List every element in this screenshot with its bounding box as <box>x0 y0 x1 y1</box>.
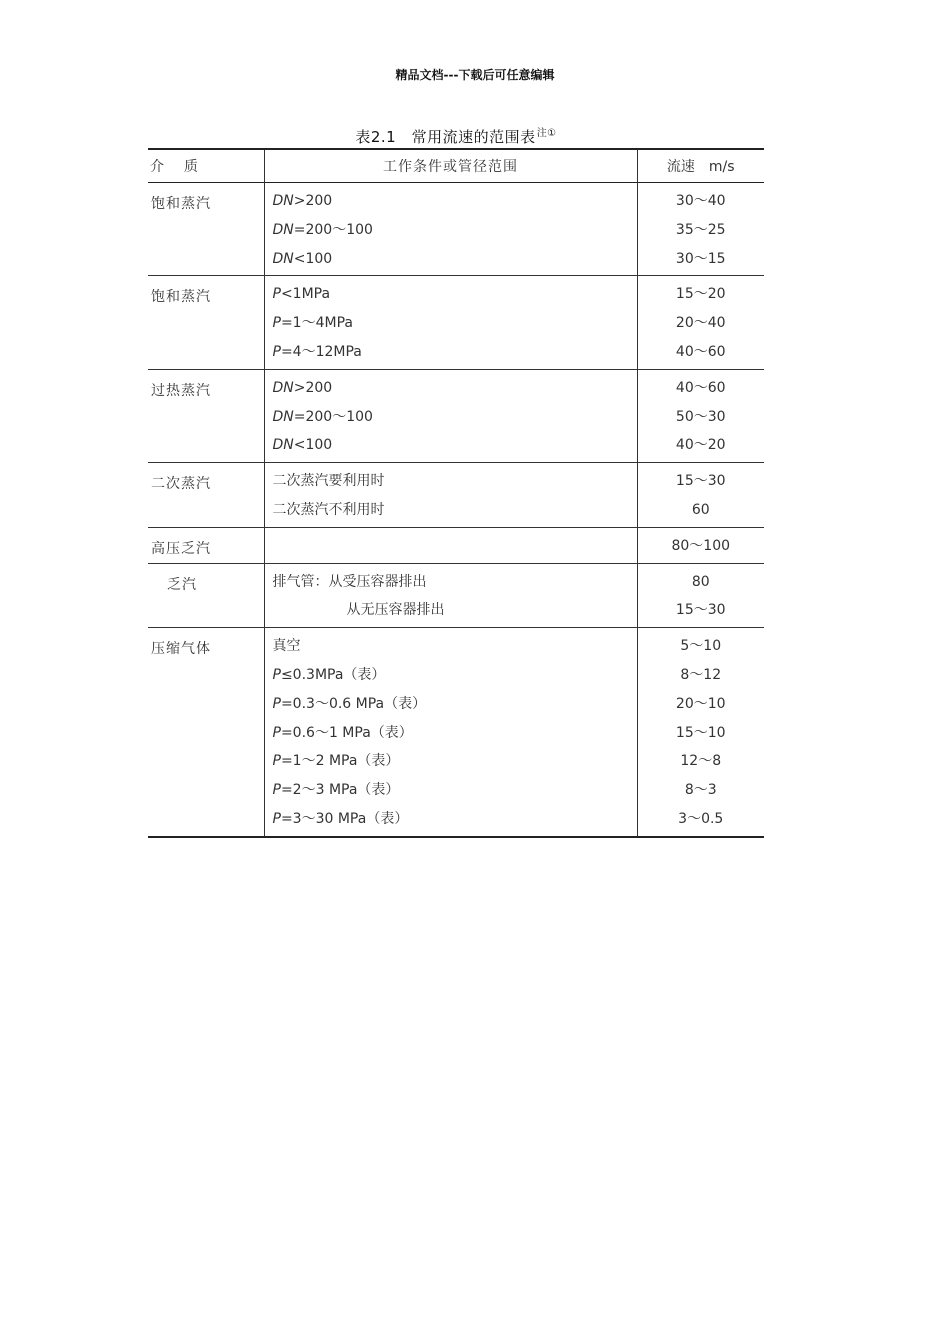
variable-symbol: P <box>272 810 281 827</box>
condition-line: 二次蒸汽不利用时 <box>272 501 385 518</box>
variable-symbol: P <box>272 695 281 712</box>
velocity-cell <box>637 463 764 528</box>
table-row <box>148 276 764 369</box>
condition-line: DN=200～100 <box>272 408 373 425</box>
velocity-line: 30～40 <box>675 193 726 209</box>
condition-line: DN>200 <box>272 379 333 396</box>
velocity-cell <box>637 563 764 628</box>
condition-cell <box>264 527 637 563</box>
condition-line: 从无压容器排出 <box>346 602 445 619</box>
medium-cell: 乏汽 <box>167 576 197 593</box>
velocity-cell <box>637 628 764 837</box>
variable-symbol: P <box>272 343 281 360</box>
condition-line: P≤0.3MPa（表） <box>272 666 386 683</box>
condition-line: 二次蒸汽要利用时 <box>272 473 385 490</box>
header-velocity: 流速 m/s <box>637 149 764 183</box>
condition-line: DN=200～100 <box>272 221 373 238</box>
variable-symbol: DN <box>272 250 294 267</box>
flow-velocity-table <box>148 148 764 838</box>
variable-symbol: DN <box>272 221 294 238</box>
header-condition: 工作条件或管径范围 <box>264 149 637 183</box>
variable-symbol: P <box>272 753 281 770</box>
variable-symbol: P <box>272 286 281 303</box>
velocity-line: 5～10 <box>680 638 722 655</box>
condition-line: DN>200 <box>272 193 333 209</box>
condition-line: P=1～4MPa <box>272 315 353 332</box>
variable-symbol: P <box>272 782 281 799</box>
condition-line: DN<100 <box>272 250 333 267</box>
velocity-line: 15～20 <box>675 286 726 303</box>
condition-line: P=2～3 MPa（表） <box>272 782 400 799</box>
variable-symbol: DN <box>272 408 294 425</box>
velocity-cell <box>637 183 764 276</box>
page-header: 精品文档---下载后可任意编辑 <box>395 68 555 82</box>
medium-cell: 过热蒸汽 <box>151 382 211 399</box>
velocity-cell <box>637 369 764 462</box>
variable-symbol: DN <box>272 379 294 396</box>
medium-cell: 压缩气体 <box>151 641 211 658</box>
velocity-line: 15～10 <box>675 724 726 741</box>
condition-cell <box>264 183 637 276</box>
condition-line <box>273 532 637 561</box>
medium-cell: 饱和蒸汽 <box>151 196 211 212</box>
medium-cell: 二次蒸汽 <box>151 476 211 493</box>
velocity-line: 8～12 <box>680 666 722 683</box>
velocity-line: 12～8 <box>680 753 722 770</box>
table-row <box>148 527 764 563</box>
velocity-line: 50～30 <box>675 408 726 425</box>
velocity-line: 3～0.5 <box>678 810 724 827</box>
variable-symbol: P <box>272 724 281 741</box>
condition-cell <box>264 369 637 462</box>
velocity-line: 35～25 <box>675 221 726 238</box>
condition-line: P<1MPa <box>272 286 331 303</box>
velocity-line: 80 <box>691 573 710 590</box>
velocity-line: 30～15 <box>675 250 726 267</box>
table-row <box>148 369 764 462</box>
header-medium: 介质 <box>150 159 218 175</box>
velocity-cell <box>637 527 764 563</box>
variable-symbol: DN <box>272 437 294 454</box>
condition-line: P=1～2 MPa（表） <box>272 753 400 770</box>
condition-line: 排气管：从受压容器排出 <box>272 573 427 590</box>
velocity-line: 20～40 <box>675 315 726 332</box>
variable-symbol: DN <box>272 193 294 209</box>
velocity-line: 80～100 <box>671 537 731 554</box>
velocity-line: 40～20 <box>675 437 726 454</box>
table-caption <box>148 124 764 147</box>
condition-line: 真空 <box>272 638 301 655</box>
condition-line: DN<100 <box>272 437 333 454</box>
velocity-cell <box>637 276 764 369</box>
velocity-line: 15～30 <box>675 602 726 619</box>
velocity-line: 20～10 <box>675 695 726 712</box>
variable-symbol: P <box>272 666 281 683</box>
velocity-line: 15～30 <box>675 473 726 490</box>
caption-text: 表2.1 常用流速的范围表 <box>355 128 536 146</box>
table-row <box>148 563 764 628</box>
table-row <box>148 628 764 837</box>
velocity-line: 8～3 <box>684 782 717 799</box>
table-row <box>148 463 764 528</box>
medium-cell: 高压乏汽 <box>151 540 211 557</box>
condition-line: P=0.3～0.6 MPa（表） <box>272 695 427 712</box>
condition-cell <box>264 628 637 837</box>
velocity-line: 40～60 <box>675 379 726 396</box>
table-row <box>148 183 764 276</box>
condition-cell <box>264 463 637 528</box>
condition-cell <box>264 276 637 369</box>
condition-line: P=4～12MPa <box>272 343 362 360</box>
variable-symbol: P <box>272 315 281 332</box>
condition-line: P=3～30 MPa（表） <box>272 810 409 827</box>
condition-line: P=0.6～1 MPa（表） <box>272 724 413 741</box>
table-header-row <box>148 149 764 183</box>
velocity-line: 40～60 <box>675 343 726 360</box>
medium-cell: 饱和蒸汽 <box>151 289 211 306</box>
velocity-line: 60 <box>691 501 710 518</box>
caption-note: 注① <box>536 128 557 139</box>
condition-cell <box>264 563 637 628</box>
